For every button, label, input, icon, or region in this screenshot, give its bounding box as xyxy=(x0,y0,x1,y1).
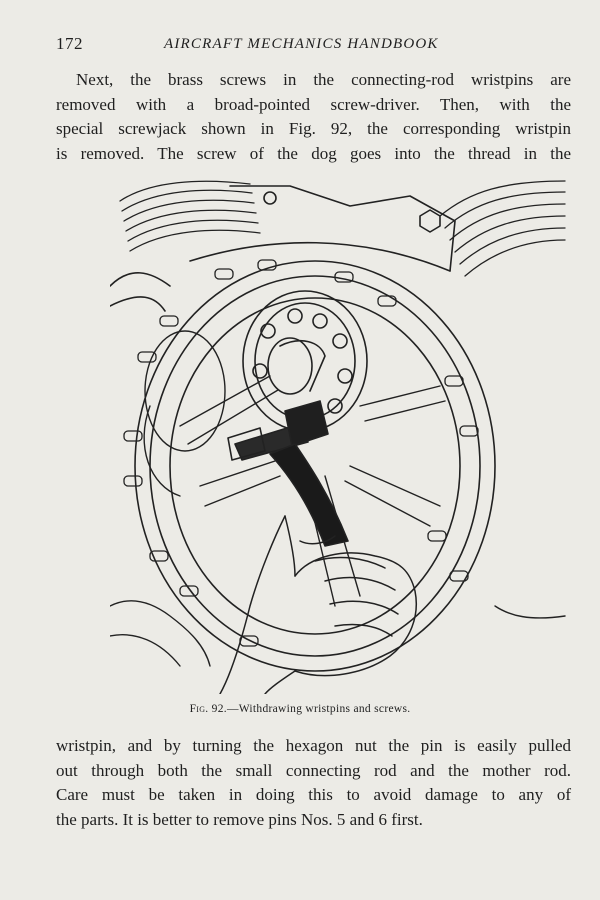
running-head: AIRCRAFT MECHANICS HANDBOOK xyxy=(164,36,439,52)
text-line: is removed. The screw of the dog goes into the thread in the xyxy=(56,143,571,163)
figure-illustration xyxy=(110,176,570,694)
text-line: removed with a broad-pointed screw-driver. Then, with the xyxy=(56,94,571,114)
text-line: wristpin, and by turning the hexagon nut the pin is easily pulled xyxy=(56,736,571,755)
mechanic-hand xyxy=(220,516,416,694)
text-line: the parts. It is better to remove pins Nos. 5 and 6 first. xyxy=(56,809,423,829)
figure-caption xyxy=(0,703,600,715)
paragraph-top xyxy=(56,68,571,166)
text-line: Next, the brass screws in the connecting-rod wristpins are xyxy=(76,70,571,89)
screwjack-tool xyxy=(228,401,348,546)
figure-label: Fig. 92. xyxy=(189,703,227,715)
page-number: 172 xyxy=(56,34,83,53)
page-header xyxy=(56,34,560,58)
crankcase-top xyxy=(110,186,455,311)
engine-cylinder-fins-left xyxy=(120,181,260,251)
text-line: Care must be taken in doing this to avoid damage to any of xyxy=(56,785,571,804)
paragraph-bottom xyxy=(56,734,571,832)
figure-caption-text: —Withdrawing wristpins and screws. xyxy=(226,703,411,715)
lower-shaft xyxy=(110,601,565,666)
engine-cylinder-fins-right xyxy=(440,181,565,276)
crankcase-ring xyxy=(135,261,495,671)
text-line: special screwjack shown in Fig. 92, the corresponding wristpin xyxy=(56,119,571,138)
text-line: out through both the small connecting rod and the mother rod. xyxy=(56,760,571,780)
